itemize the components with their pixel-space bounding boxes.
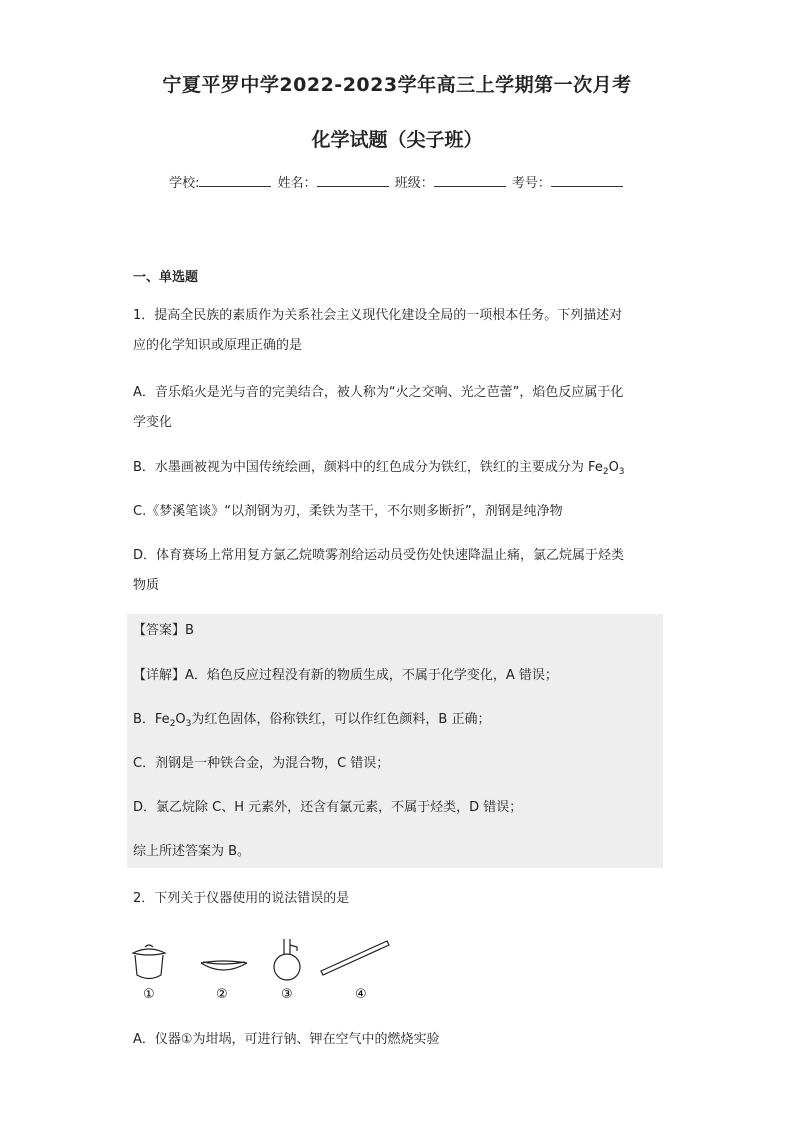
section-heading: 一、单选题 (133, 270, 199, 285)
q2-stem-text: 2．下列关于仪器使用的说法错误的是 (133, 891, 350, 906)
q1-stem-line1: 1．提高全民族的素质作为关系社会主义现代化建设全局的一项根本任务。下列描述对 (133, 308, 623, 323)
q1-option-a-line2: 学变化 (133, 415, 173, 430)
q1-detail-d: D．氯乙烷除 C、H 元素外，还含有氯元素，不属于烃类，D 错误； (133, 800, 523, 815)
q1-option-d-line2: 物质 (133, 578, 160, 593)
q1-option-b-sub2: 3 (618, 467, 625, 477)
q1-stem-line2: 应的化学知识或原理正确的是 (133, 338, 303, 353)
q2-option-a (133, 1025, 663, 1055)
class-blank[interactable] (434, 174, 506, 187)
answer-panel (127, 614, 663, 868)
school-blank[interactable] (199, 174, 271, 187)
q2-stem (133, 884, 663, 914)
q1-detail-b-sub1: 2 (169, 719, 176, 729)
q1-detail-b-sub2: 3 (185, 719, 192, 729)
number-blank[interactable] (551, 174, 623, 187)
glass-rod-icon (321, 941, 389, 975)
q1-option-b-text: B．水墨画被视为中国传统绘画，颜料中的红色成分为铁红，铁红的主要成分为 Fe (133, 460, 603, 475)
page-subtitle: 化学试题（尖子班） (311, 129, 483, 151)
info-fields (0, 172, 794, 191)
q1-detail-a: 【详解】A．焰色反应过程没有新的物质生成，不属于化学变化，A 错误； (133, 668, 558, 683)
q1-answer: 【答案】B (133, 623, 194, 638)
figure-label-1: ① (143, 987, 155, 1002)
apparatus-figures (125, 935, 405, 1005)
q1-option-a (133, 378, 663, 438)
figure-label-3: ③ (281, 987, 293, 1002)
q1-detail-b-pre: B．Fe (133, 712, 170, 727)
q1-option-b (133, 453, 663, 487)
q1-option-b-sub1: 2 (602, 467, 609, 477)
evaporating-dish-icon (201, 961, 247, 970)
info-name-label: 姓名： (277, 176, 317, 191)
q1-detail-b-mid: O (175, 712, 186, 727)
q1-summary: 综上所述答案为 B。 (133, 844, 251, 859)
q1-option-d (133, 541, 663, 601)
info-school-label: 学校: (169, 176, 200, 191)
q1-option-b-mid: O (608, 460, 619, 475)
q1-detail-c: C．剂钢是一种铁合金，为混合物，C 错误； (133, 756, 390, 771)
q1-option-d-line1: D．体育赛场上常用复方氯乙烷喷雾剂给运动员受伤处快速降温止痛，氯乙烷属于烃类 (133, 548, 625, 563)
q2-option-a-text: A．仪器①为坩埚，可进行钠、钾在空气中的燃烧实验 (133, 1032, 440, 1047)
q1-option-c (133, 497, 663, 527)
page-title: 宁夏平罗中学2022-2023学年高三上学期第一次月考 (162, 74, 632, 96)
q1-option-c-text: C.《梦溪笔谈》“以剂钢为刃，柔铁为茎干，不尔则多断折”，剂钢是纯净物 (133, 504, 563, 519)
info-number-label: 考号： (511, 176, 551, 191)
info-class-label: 班级： (394, 176, 434, 191)
q1-detail-b (133, 710, 658, 734)
q1-stem (133, 301, 663, 361)
figure-label-2: ② (216, 987, 228, 1002)
crucible-icon (133, 945, 165, 979)
figure-label-4: ④ (355, 987, 367, 1002)
q1-detail-b-post: 为红色固体，俗称铁红，可以作红色颜料，B 正确； (191, 712, 491, 727)
q1-option-a-line1: A．音乐焰火是光与音的完美结合，被人称为“火之交响、光之芭蕾”，焰色反应属于化 (133, 385, 624, 400)
round-bottom-flask-icon (274, 939, 300, 980)
name-blank[interactable] (317, 174, 389, 187)
